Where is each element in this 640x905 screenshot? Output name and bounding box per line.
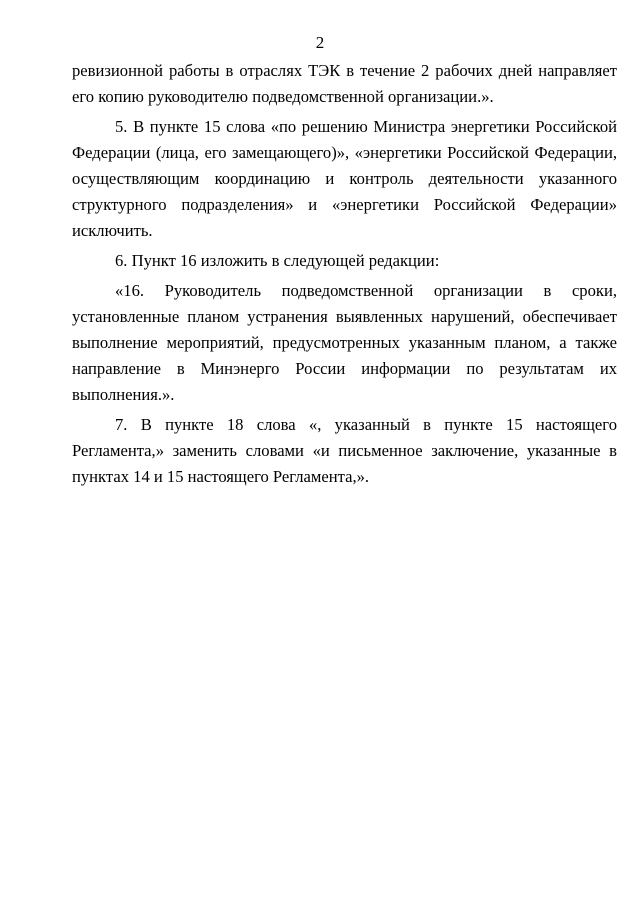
paragraph-item-6: 6. Пункт 16 изложить в следующей редакции: bbox=[115, 251, 440, 270]
paragraph-continuation: ревизионной работы в отраслях ТЭК в течение 2 рабочих дней направляет его копию руководителю подведомственной организации.». bbox=[72, 61, 617, 106]
page-number: 2 bbox=[315, 33, 325, 52]
paragraph-item-16-text: «16. Руководитель подведомственной организации в сроки, установленные планом устранения выявленных нарушений, обеспечивает выполнение мероприятий, предусмотренных указанным планом, а также направление в Минэнерго России информации по результатам их выполнения.». bbox=[72, 281, 617, 404]
document-body bbox=[72, 58, 617, 490]
paragraph-item-7: 7. В пункте 18 слова «, указанный в пункте 15 настоящего Регламента,» заменить словами «и письменное заключение, указанные в пунктах 14 и 15 настоящего Регламента,». bbox=[72, 415, 617, 486]
paragraph-item-5: 5. В пункте 15 слова «по решению Министра энергетики Российской Федерации (лица, его замещающего)», «энергетики Российской Федерации, осуществляющим координацию и контроль деятельности указанного структурного подразделения» и «энергетики Российской Федерации» исключить. bbox=[72, 117, 617, 240]
